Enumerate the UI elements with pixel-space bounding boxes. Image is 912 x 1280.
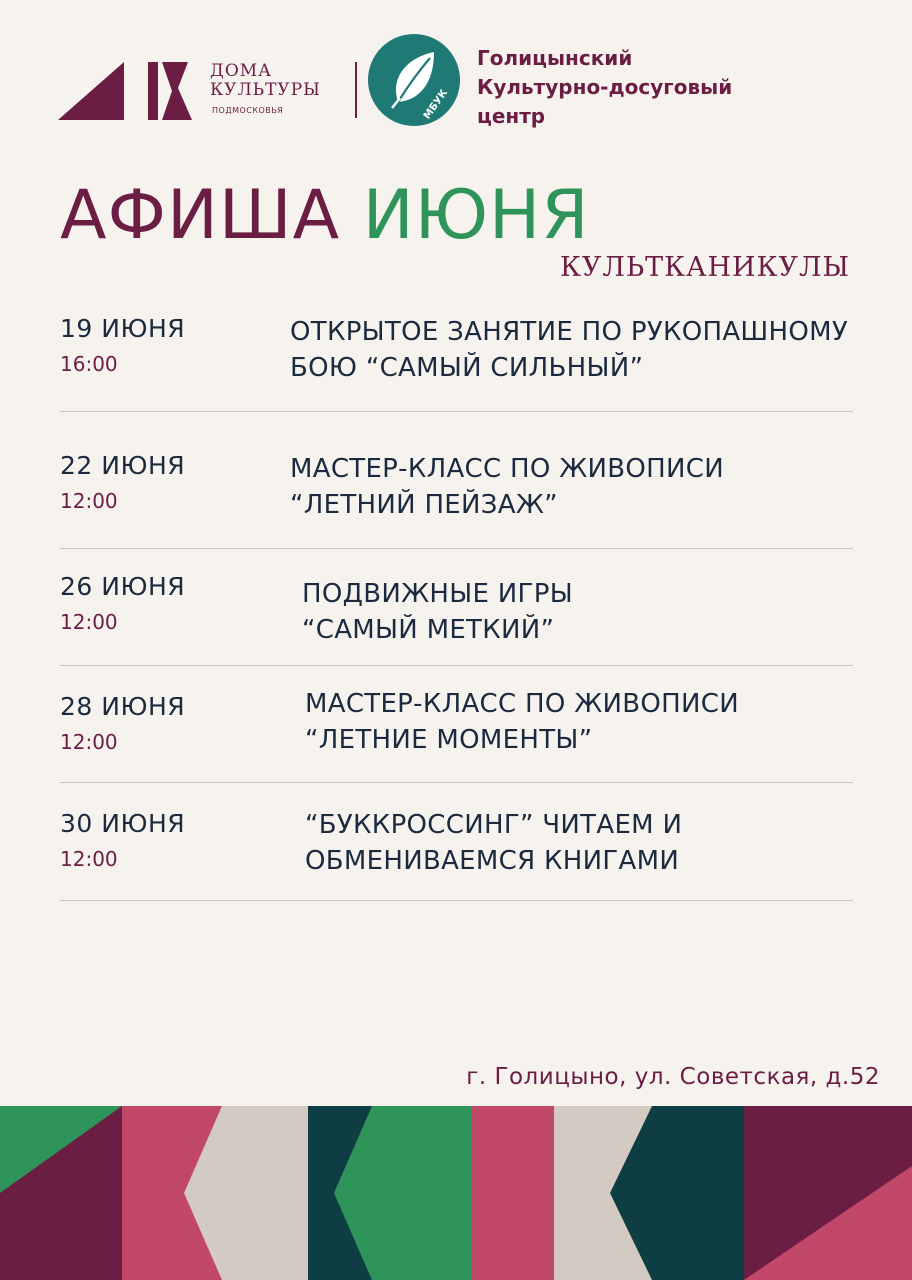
- center-name-line3: центр: [477, 104, 546, 128]
- event-date: 19 ИЮНЯ: [60, 314, 186, 343]
- event-name: [305, 807, 682, 879]
- event-name: [302, 576, 573, 648]
- mbuk-text: МБУК: [421, 87, 451, 122]
- header-divider: [355, 62, 357, 118]
- event-date: 22 ИЮНЯ: [60, 451, 186, 480]
- mbuk-logo: [368, 34, 460, 126]
- title-afisha: АФИША: [60, 176, 341, 255]
- doma-kultury-logo-icon: [58, 58, 198, 120]
- event-time: 12:00: [60, 730, 118, 754]
- event-name-line: “САМЫЙ МЕТКИЙ”: [302, 615, 555, 645]
- event-date: 28 ИЮНЯ: [60, 692, 186, 721]
- decorative-pattern: [0, 1106, 912, 1280]
- event-date: 26 ИЮНЯ: [60, 572, 186, 601]
- event-divider: [60, 411, 853, 412]
- dk-line3: ПОДМОСКОВЬЯ: [212, 106, 284, 115]
- event-name-line: “ЛЕТНИЕ МОМЕНТЫ”: [305, 725, 593, 755]
- event-name-line: ОТКРЫТОЕ ЗАНЯТИЕ ПО РУКОПАШНОМУ: [290, 317, 849, 347]
- page-title: [60, 176, 589, 256]
- event-time: 12:00: [60, 610, 118, 634]
- event-divider: [60, 665, 853, 666]
- event-name-line: ОБМЕНИВАЕМСЯ КНИГАМИ: [305, 846, 680, 876]
- event-name: [290, 451, 724, 523]
- center-name-line1: Голицынский: [477, 46, 633, 70]
- event-date: 30 ИЮНЯ: [60, 809, 186, 838]
- doma-kultury-wordmark: [210, 62, 321, 115]
- event-divider: [60, 900, 853, 901]
- center-name-line2: Культурно-досуговый: [477, 75, 733, 99]
- event-divider: [60, 782, 853, 783]
- dk-line1: ДОМА: [210, 61, 273, 81]
- event-time: 12:00: [60, 847, 118, 871]
- dk-line2: КУЛЬТУРЫ: [210, 80, 321, 100]
- event-divider: [60, 548, 853, 549]
- event-time: 12:00: [60, 489, 118, 513]
- event-name-line: ПОДВИЖНЫЕ ИГРЫ: [302, 579, 573, 609]
- event-name-line: МАСТЕР-КЛАСС ПО ЖИВОПИСИ: [290, 454, 724, 484]
- event-name: [290, 314, 848, 386]
- event-name-line: “БУККРОССИНГ” ЧИТАЕМ И: [305, 810, 683, 840]
- subtitle: КУЛЬТКАНИКУЛЫ: [560, 252, 851, 283]
- leaf-icon: [368, 34, 460, 126]
- event-name: [305, 686, 739, 758]
- event-name-line: БОЮ “САМЫЙ СИЛЬНЫЙ”: [290, 353, 644, 383]
- event-time: 16:00: [60, 352, 118, 376]
- event-name-line: МАСТЕР-КЛАСС ПО ЖИВОПИСИ: [305, 689, 739, 719]
- address: г. Голицыно, ул. Советская, д.52: [466, 1064, 880, 1090]
- event-name-line: “ЛЕТНИЙ ПЕЙЗАЖ”: [290, 490, 558, 520]
- center-name: [477, 44, 732, 131]
- title-iyunya: ИЮНЯ: [362, 176, 590, 255]
